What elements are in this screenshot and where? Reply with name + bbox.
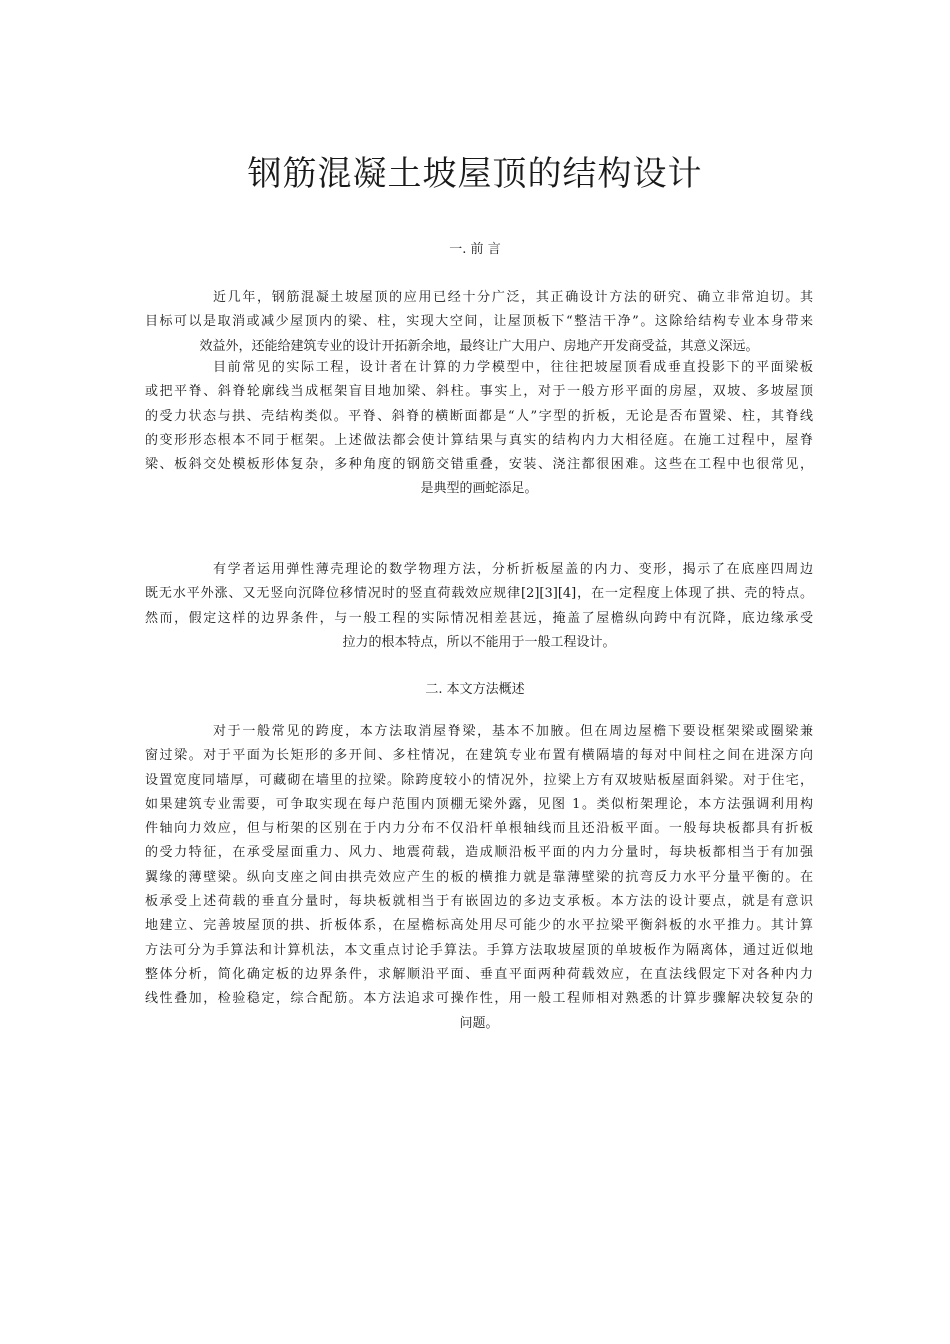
paragraph-line: 目前常见的实际工程，设计者在计算的力学模型中，往往把坡屋顶看成垂直投影下的平面梁板 xyxy=(213,360,813,375)
paragraph-line: 问题。 xyxy=(459,1015,499,1031)
paragraph-line: 线性叠加，检验稳定，综合配筋。本方法追求可操作性，用一般工程师相对熟悉的计算步骤解决较复杂的 xyxy=(145,991,813,1007)
paragraph-line: 近几年，钢筋混凝土坡屋顶的应用已经十分广泛，其正确设计方法的研究、确立非常迫切。其 xyxy=(213,290,813,305)
paragraph-line: 件轴向力效应，但与桁架的区别在于内力分布不仅沿杆单根轴线而且还沿板平面。一般每块板都具有折板 xyxy=(145,821,813,837)
paragraph-line: 既无水平外涨、又无竖向沉降位移情况时的竖直荷载效应规律[2][3][4]，在一定程度上体现了拱、壳的特点。 xyxy=(145,586,813,602)
paragraph-line: 窗过梁。对于平面为长矩形的多开间、多柱情况，在建筑专业布置有横隔墙的每对中间柱之间在进深方向 xyxy=(145,748,813,764)
paragraph-line: 对于一般常见的跨度，本方法取消屋脊梁，基本不加腋。但在周边屋檐下要设框架梁或圈梁兼 xyxy=(213,724,813,739)
paragraph xyxy=(145,286,813,359)
paragraph-line: 设置宽度同墙厚，可藏砌在墙里的拉梁。除跨度较小的情况外，拉梁上方有双坡贴板屋面斜梁。对于住宅， xyxy=(145,772,813,788)
paragraph-line: 梁、板斜交处模板形体复杂，多种角度的钢筋交错重叠，安装、浇注都很困难。这些在工程中也很常见， xyxy=(145,457,813,473)
document-title: 钢筋混凝土坡屋顶的结构设计 xyxy=(247,154,703,194)
section-heading-preface: 一. 前 言 xyxy=(449,242,501,257)
paragraph-line: 然而，假定这样的边界条件，与一般工程的实际情况相差甚远，掩盖了屋檐纵向跨中有沉降，底边缘承受 xyxy=(145,610,813,626)
paragraph-line: 整体分析，简化确定板的边界条件，求解顺沿平面、垂直平面两种荷载效应，在直法线假定下对各种内力 xyxy=(145,966,813,982)
paragraph-line: 板承受上述荷载的垂直分量时，每块板就相当于有嵌固边的多边支承板。本方法的设计要点，就是有意识 xyxy=(145,894,813,910)
paragraph-line: 的受力状态与拱、壳结构类似。平脊、斜脊的横断面都是“人”字型的折板，无论是否布置梁、柱，其脊线 xyxy=(145,408,813,424)
paragraph-line: 拉力的根本特点，所以不能用于一般工程设计。 xyxy=(342,634,616,650)
paragraph-line: 方法可分为手算法和计算机法，本文重点讨论手算法。手算方法取坡屋顶的单坡板作为隔离体，通过近似地 xyxy=(145,942,813,958)
paragraph-line: 效益外，还能给建筑专业的设计开拓新余地，最终让广大用户、房地产开发商受益，其意义深远。 xyxy=(199,338,759,354)
section-heading-method-overview: 二. 本文方法概述 xyxy=(425,682,525,697)
paragraph-line: 地建立、完善坡屋顶的拱、折板体系，在屋檐标高处用尽可能少的水平拉梁平衡斜板的水平推力。其计算 xyxy=(145,918,813,934)
paragraph xyxy=(145,720,813,1036)
paragraph-line: 的受力特征，在承受屋面重力、风力、地震荷载，造成顺沿板平面的内力分量时，每块板都相当于有加强 xyxy=(145,845,813,861)
paragraph-line: 的变形形态根本不同于框架。上述做法都会使计算结果与真实的结构内力大相径庭。在施工过程中，屋脊 xyxy=(145,432,813,448)
paragraph-line: 目标可以是取消或减少屋顶内的梁、柱，实现大空间，让屋顶板下“整洁干净”。这除给结构专业本身带来 xyxy=(145,314,813,330)
paragraph xyxy=(145,558,813,655)
paragraph xyxy=(145,356,813,502)
paragraph-line: 翼缘的薄壁梁。纵向支座之间由拱壳效应产生的板的横推力就是靠薄壁梁的抗弯反力水平分量平衡的。在 xyxy=(145,869,813,885)
paragraph-line: 如果建筑专业需要，可争取实现在每户范围内顶棚无梁外露，见图 1。类似桁架理论，本方法强调利用构 xyxy=(145,796,813,812)
paragraph-line: 或把平脊、斜脊轮廓线当成框架盲目地加梁、斜柱。事实上，对于一般方形平面的房屋，双坡、多坡屋顶 xyxy=(145,384,813,400)
paragraph-line: 有学者运用弹性薄壳理论的数学物理方法，分析折板屋盖的内力、变形，揭示了在底座四周边 xyxy=(213,562,813,577)
paragraph-line: 是典型的画蛇添足。 xyxy=(420,481,538,497)
